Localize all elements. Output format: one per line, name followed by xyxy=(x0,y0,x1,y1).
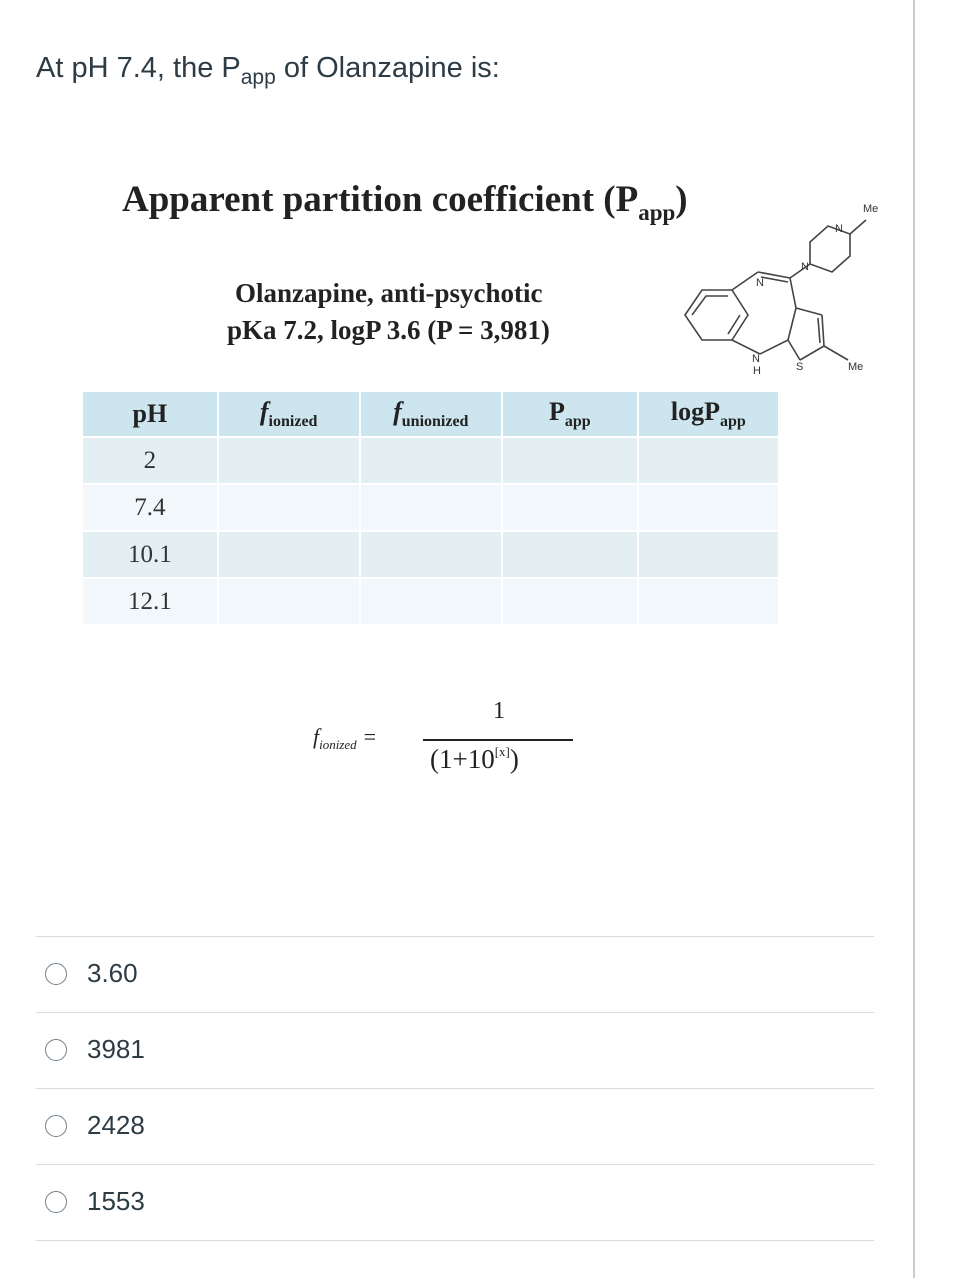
radio-button[interactable] xyxy=(45,1115,67,1137)
ionization-formula xyxy=(313,698,613,778)
piperazine-n-bottom: N xyxy=(801,261,809,273)
radio-button[interactable] xyxy=(45,1191,67,1213)
header-f-unionized-sub: unionized xyxy=(401,413,469,430)
answer-option-label[interactable]: 3.60 xyxy=(87,958,138,988)
drug-name-line: Olanzapine, anti-psychotic xyxy=(235,278,543,308)
header-f-ionized xyxy=(218,392,360,437)
header-ph-text: pH xyxy=(132,399,168,428)
answer-option-label[interactable]: 2428 xyxy=(87,1110,145,1140)
figure-title-text: Apparent partition coefficient (P xyxy=(122,179,639,220)
table-row xyxy=(83,578,779,625)
figure-title-close: ) xyxy=(675,179,688,220)
right-edge-rule xyxy=(913,0,915,1278)
table-header-row xyxy=(83,392,779,437)
table-cell xyxy=(502,437,638,484)
table-cell xyxy=(638,578,779,625)
partition-table xyxy=(83,392,780,626)
radio-button[interactable] xyxy=(45,963,67,985)
header-logp-app xyxy=(638,392,779,437)
header-f-ionized-sub: ionized xyxy=(268,413,318,430)
methyl-label-bottom: Me xyxy=(848,361,864,373)
question-text xyxy=(36,52,500,90)
table-cell xyxy=(360,437,502,484)
table-cell xyxy=(218,484,360,531)
header-logp-app-sub: app xyxy=(719,413,746,430)
header-p-app-main: P xyxy=(548,397,565,426)
answer-option-2[interactable] xyxy=(36,1012,874,1088)
table-cell xyxy=(638,484,779,531)
table-cell xyxy=(218,437,360,484)
header-p-app-sub: app xyxy=(564,413,591,430)
answer-option-label[interactable]: 1553 xyxy=(87,1186,145,1216)
methyl-label-top: Me xyxy=(863,203,879,215)
table-cell xyxy=(360,531,502,578)
question-suffix: of Olanzapine is: xyxy=(275,52,500,84)
formula-fraction-bar xyxy=(423,739,573,741)
header-logp-app-main: logP xyxy=(670,397,720,426)
sulfur-label: S xyxy=(796,361,804,373)
table-cell xyxy=(502,484,638,531)
formula-numerator: 1 xyxy=(493,698,505,724)
imine-n-label: N xyxy=(756,277,764,289)
figure-title xyxy=(122,178,688,226)
answer-option-1[interactable] xyxy=(36,936,874,1012)
table-cell xyxy=(502,578,638,625)
table-cell-ph: 12.1 xyxy=(83,578,218,625)
table-cell xyxy=(502,531,638,578)
amine-n-label: N xyxy=(752,353,760,365)
formula-denominator xyxy=(430,744,519,775)
formula-den-prefix: (1+10 xyxy=(430,744,495,774)
header-f-ionized-main: f xyxy=(259,397,269,426)
olanzapine-structure-image xyxy=(670,190,900,390)
table-cell xyxy=(360,578,502,625)
formula-lhs xyxy=(313,724,377,753)
table-row xyxy=(83,484,779,531)
table-cell-ph: 7.4 xyxy=(83,484,218,531)
header-f-unionized-main: f xyxy=(393,397,402,426)
table-row xyxy=(83,437,779,484)
answer-option-4[interactable] xyxy=(36,1164,874,1241)
question-figure xyxy=(80,170,900,810)
formula-lhs-sub: ionized xyxy=(319,737,357,752)
header-f-unionized xyxy=(360,392,502,437)
question-subscript: app xyxy=(240,66,276,89)
amine-h-label: H xyxy=(753,365,761,377)
header-ph xyxy=(83,392,218,437)
radio-button[interactable] xyxy=(45,1039,67,1061)
question-prefix: At pH 7.4, the P xyxy=(36,52,241,84)
table-cell-ph: 2 xyxy=(83,437,218,484)
formula-equals: = xyxy=(356,724,378,749)
drug-properties-line: pKa 7.2, logP 3.6 (P = 3,981) xyxy=(227,315,550,345)
table-cell xyxy=(638,531,779,578)
table-row xyxy=(83,531,779,578)
table-cell-ph: 10.1 xyxy=(83,531,218,578)
formula-den-suffix: ) xyxy=(509,744,519,774)
header-p-app xyxy=(502,392,638,437)
figure-title-subscript: app xyxy=(638,200,676,225)
answer-option-label[interactable]: 3981 xyxy=(87,1034,145,1064)
table-cell xyxy=(218,531,360,578)
formula-lhs-f: f xyxy=(313,724,320,749)
benzene-ring xyxy=(685,290,748,340)
table-cell xyxy=(360,484,502,531)
formula-den-exponent: [x] xyxy=(494,744,510,759)
answer-options xyxy=(36,936,874,1241)
piperazine-n-top: N xyxy=(835,223,843,235)
table-cell xyxy=(638,437,779,484)
answer-option-3[interactable] xyxy=(36,1088,874,1164)
table-cell xyxy=(218,578,360,625)
